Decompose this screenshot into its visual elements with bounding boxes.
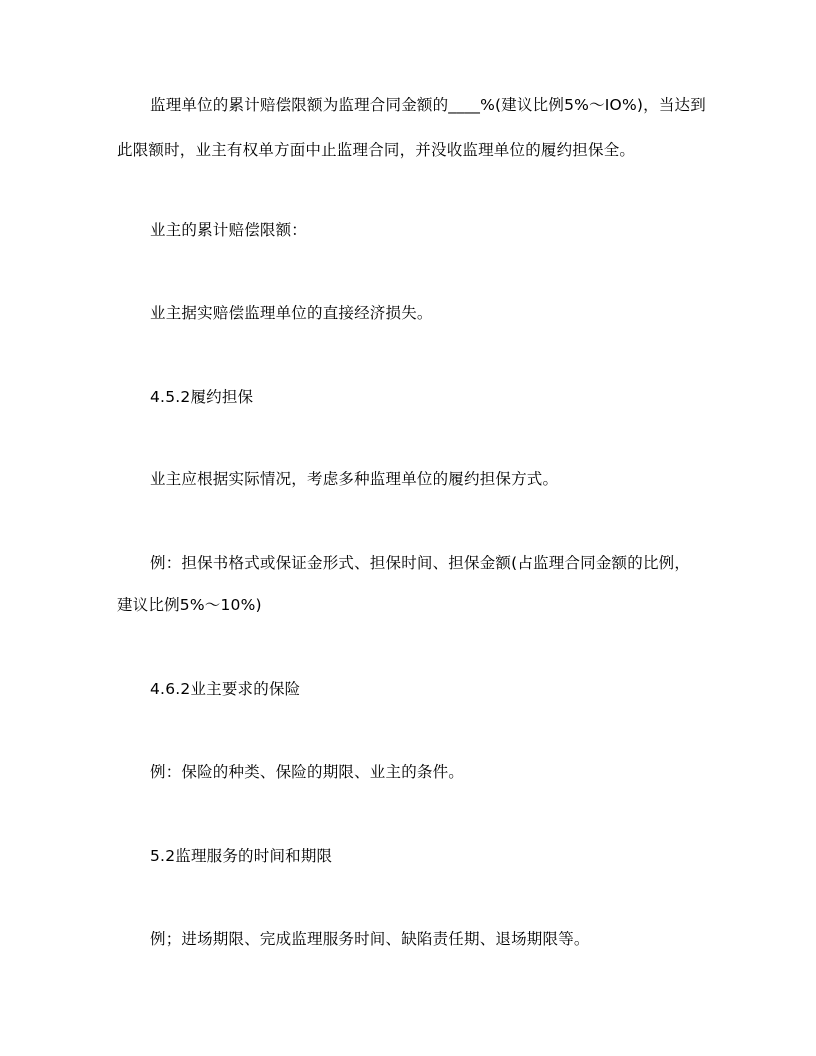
paragraph-line-guarantee-example: 例：担保书格式或保证金形式、担保时间、担保金额(占监理合同金额的比例， xyxy=(150,554,691,572)
paragraph-line-owner-compensation: 业主据实赔偿监理单位的直接经济损失。 xyxy=(150,304,433,322)
section-heading-5-2: 5.2监理服务的时间和期限 xyxy=(150,847,333,865)
paragraph-line-owner-limit: 业主的累计赔偿限额： xyxy=(150,221,308,239)
paragraph-line-insurance-example: 例：保险的种类、保险的期限、业主的条件。 xyxy=(150,763,465,781)
paragraph-line-service-period-example: 例；进场期限、完成监理服务时间、缺陷责任期、退场期限等。 xyxy=(150,930,590,948)
paragraph-line-liability-limit-cont: 此限额时，业主有权单方面中止监理合同，并没收监理单位的履约担保全。 xyxy=(117,141,636,159)
paragraph-line-guarantee-example-cont: 建议比例5%～10%) xyxy=(117,596,262,614)
paragraph-line-guarantee-method: 业主应根据实际情况，考虑多种监理单位的履约担保方式。 xyxy=(150,470,559,488)
paragraph-line-liability-limit: 监理单位的累计赔偿限额为监理合同金额的____%(建议比例5%～IO%)，当达到 xyxy=(150,96,706,114)
section-heading-4-5-2: 4.5.2履约担保 xyxy=(150,388,254,406)
section-heading-4-6-2: 4.6.2业主要求的保险 xyxy=(150,680,301,698)
